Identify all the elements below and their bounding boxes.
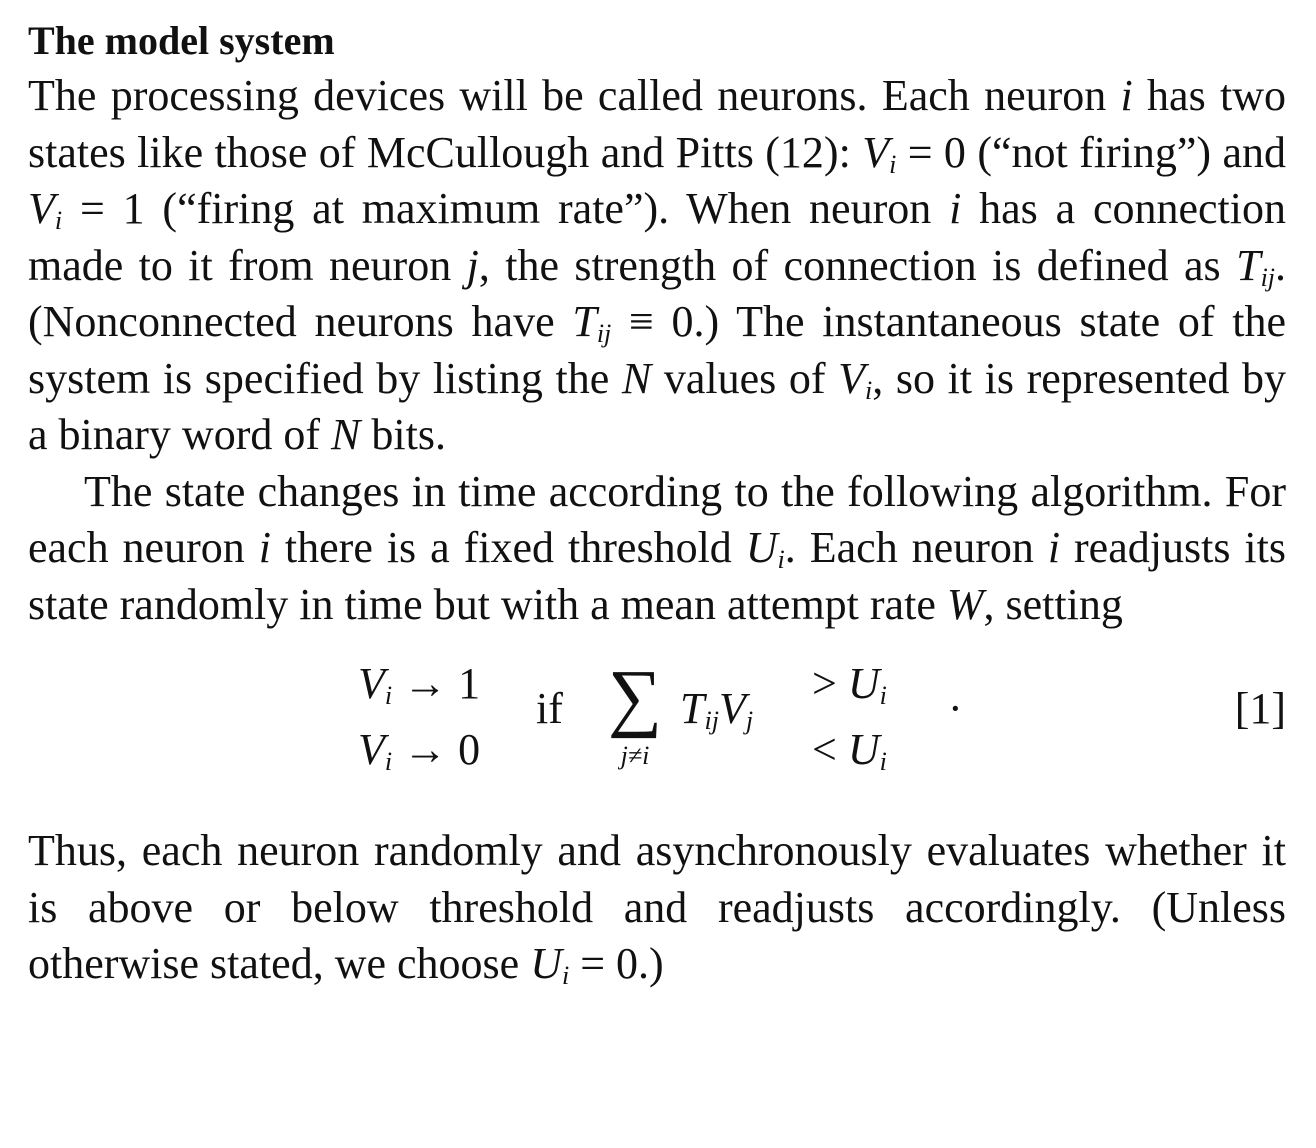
text-run: readjusts its state randomly in time but with a mean attempt rate [28, 523, 1297, 629]
text-run: there is a fixed threshold [270, 523, 746, 572]
comparison-less: < $U_i$ [812, 725, 887, 776]
text-run: U [530, 939, 562, 988]
text-run: i [1120, 71, 1133, 120]
summation-term: $T_{ij}V_j$ [680, 684, 754, 735]
equation-1 [28, 633, 1286, 823]
text-run: T [572, 297, 597, 346]
text-run: ij [596, 319, 612, 348]
text-run: V [862, 127, 890, 177]
case-quiet: $V_i \to 0$ [358, 725, 481, 776]
case-fire: $V_i \to 1$ [358, 659, 481, 710]
text-run: , so it is represented by a binary word of [28, 353, 1297, 459]
summation-index: j≠i [620, 741, 650, 770]
comparison-greater: > $U_i$ [812, 659, 887, 710]
text-run: The state changes in time according to the following algorithm. For each neuron [28, 466, 1297, 572]
text-run: U [745, 523, 778, 572]
text-run: ij [1260, 262, 1276, 292]
text-run: , the strength of connection is defined as [478, 240, 1237, 290]
text-run: N [331, 410, 361, 459]
summation-symbol: ∑ j≠i [600, 659, 670, 771]
text-run: The processing devices will be called neurons. Each neuron [28, 71, 1121, 120]
text-run: N [621, 353, 652, 403]
text-run: V [28, 184, 55, 233]
text-run: = 0.) [569, 939, 664, 988]
text-run: bits. [360, 410, 446, 459]
text-run: i [561, 961, 570, 990]
equation-if: if [536, 684, 563, 733]
text-run: j [466, 240, 479, 290]
text-run: has a connection made to it from neuron [28, 184, 1297, 290]
text-run: i [1047, 523, 1061, 572]
text-run: i [54, 206, 63, 235]
text-run: i [865, 375, 873, 405]
text-run: has two states like those of McCullough and Pitts (12): [28, 71, 1297, 177]
text-run: . (Nonconnected neurons have [28, 240, 1298, 346]
text-run: W [946, 579, 984, 629]
text-run: V [838, 353, 865, 403]
text-run: values of [651, 353, 839, 403]
text-run: = 1 (“firing at maximum rate”). When neuron [62, 184, 950, 233]
text-run: T [1236, 240, 1261, 290]
equation-trailing-dot: · [948, 684, 963, 733]
text-run: i [258, 523, 271, 572]
paragraph-conclusion [28, 823, 1297, 993]
text-run: . Each neuron [784, 523, 1048, 572]
threshold-comparisons [812, 657, 887, 789]
paragraph-model-definition [28, 68, 1298, 464]
text-run: i [777, 545, 785, 574]
text-run: i [949, 184, 962, 233]
equation-number: [1] [1234, 684, 1286, 733]
article-body [28, 14, 1298, 993]
text-run: ≡ 0.) The instantaneous state of the system is specified by listing the [28, 297, 1297, 403]
equation-cases [358, 657, 480, 789]
section-heading: The model system [28, 18, 335, 63]
text-run: Thus, each neuron randomly and asynchronously evaluates whether it is above or below threshold and readjusts accordingly. (Unless otherwise stated, we choose [28, 826, 1297, 988]
text-run: = 0 (“not firing”) and [896, 127, 1297, 177]
text-run: , setting [983, 579, 1123, 629]
text-run: i [889, 149, 897, 179]
paragraph-update-rule [28, 464, 1297, 634]
